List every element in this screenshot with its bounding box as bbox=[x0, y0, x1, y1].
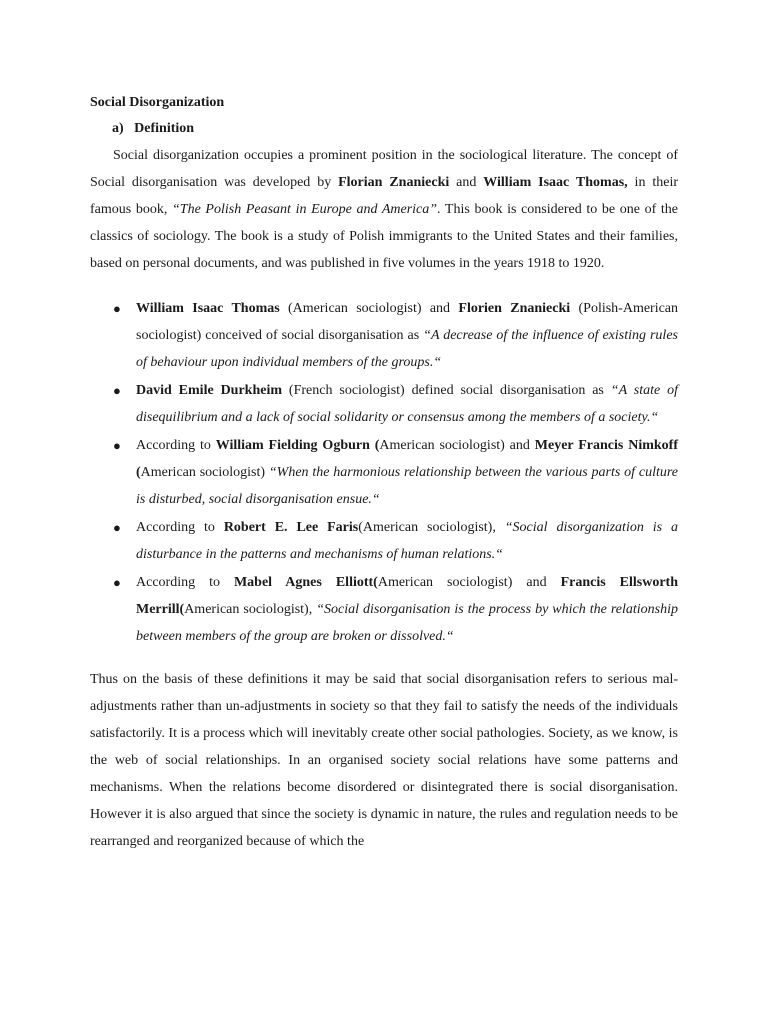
list-item bbox=[90, 569, 678, 650]
bullet-icon: ● bbox=[113, 383, 121, 398]
author-name: David Emile Durkheim bbox=[136, 383, 283, 398]
definition-quote: “Social disorganisation is the process by which the relationship between members of the group are broken or dissolved.“ bbox=[136, 602, 678, 644]
item-text: American sociologist), bbox=[184, 602, 317, 617]
document-heading: Social Disorganization bbox=[90, 95, 225, 110]
bullet-icon: ● bbox=[113, 575, 121, 590]
item-text: American sociologist) and bbox=[377, 575, 561, 590]
definition-quote: “When the harmonious relationship between the various parts of culture is disturbed, social disorganisation ensue.“ bbox=[136, 465, 678, 507]
author-name: William Isaac Thomas bbox=[136, 301, 280, 316]
intro-text-2: and bbox=[449, 175, 484, 190]
bullet-icon: ● bbox=[113, 301, 121, 316]
conclusion-paragraph: Thus on the basis of these definitions it may be said that social disorganisation refers to serious mal-adjustments rather than un-adjustments in society so that they fail to satisfy the needs of the individuals satisfactorily. It is a process which will inevitably create other social pathologies. Society, as we know, is the web of social relationships. In an organised society social relations have some patterns and mechanisms. When the relations become disordered or disintegrated there is social disorganisation. However it is also argued that since the society is dynamic in nature, the rules and regulation needs to be rearranged and reorganized because of which the bbox=[90, 672, 678, 849]
intro-text-1: Social disorganization occupies a prominent position in the sociological literature. The concept of Social disorganisation was developed by bbox=[90, 148, 678, 190]
item-text: (Polish-American sociologist) conceived of social disorganisation as bbox=[136, 301, 679, 343]
intro-paragraph bbox=[90, 142, 678, 277]
item-text: According to bbox=[136, 520, 224, 535]
author-name: Meyer Francis Nimkoff ( bbox=[136, 438, 678, 480]
intro-book-title: “The Polish Peasant in Europe and America” bbox=[172, 202, 438, 217]
intro-text-3: in their famous book, bbox=[90, 175, 679, 217]
item-text: (American sociologist), bbox=[358, 520, 505, 535]
author-name: Robert E. Lee Faris bbox=[223, 520, 359, 535]
intro-author-thomas: William Isaac Thomas, bbox=[483, 175, 628, 190]
intro-author-znaniecki: Florian Znaniecki bbox=[338, 175, 450, 190]
author-name: Florien Znaniecki bbox=[458, 301, 571, 316]
item-text: According to bbox=[136, 575, 234, 590]
author-name: Francis Ellsworth Merrill( bbox=[136, 575, 678, 617]
list-item bbox=[90, 295, 678, 376]
intro-text-4: . This book is considered to be one of the classics of sociology. The book is a study of Polish immigrants to the United States and their families, based on personal documents, and was published in five volumes in the years 1918 to 1920. bbox=[90, 202, 678, 271]
item-text: (French sociologist) defined social disorganisation as bbox=[282, 383, 611, 398]
bullet-icon: ● bbox=[113, 438, 121, 453]
list-item bbox=[90, 514, 678, 568]
item-text: According to bbox=[136, 438, 216, 453]
author-name: William Fielding Ogburn ( bbox=[215, 438, 380, 453]
section-subheading: a) Definition bbox=[112, 121, 195, 136]
definition-quote: “Social disorganization is a disturbance in the patterns and mechanisms of human relations.“ bbox=[136, 520, 678, 562]
item-text: American sociologist) bbox=[140, 465, 269, 480]
item-text: American sociologist) and bbox=[379, 438, 535, 453]
document-page bbox=[90, 94, 678, 855]
list-item bbox=[90, 377, 678, 431]
list-item bbox=[90, 432, 678, 513]
definition-quote: “A state of disequilibrium and a lack of social solidarity or consensus among the members of a society.“ bbox=[136, 383, 678, 425]
definition-quote: “A decrease of the influence of existing rules of behaviour upon individual members of the groups.“ bbox=[136, 328, 678, 370]
bullet-icon: ● bbox=[113, 520, 121, 535]
item-text: (American sociologist) and bbox=[279, 301, 459, 316]
definitions-list bbox=[90, 295, 678, 650]
author-name: Mabel Agnes Elliott( bbox=[233, 575, 378, 590]
